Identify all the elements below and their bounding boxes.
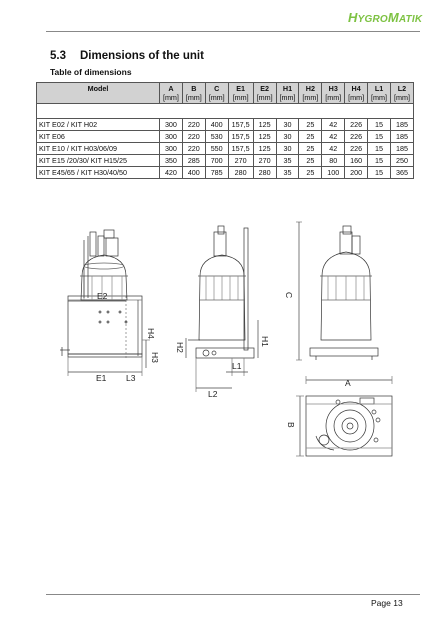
value-cell: 250 <box>390 155 413 167</box>
label-e2: E2 <box>97 291 108 301</box>
value-cell: 157,5 <box>228 143 253 155</box>
value-cell: 125 <box>253 131 276 143</box>
value-cell: 550 <box>205 143 228 155</box>
value-cell: 25 <box>299 119 322 131</box>
value-cell: 80 <box>322 155 345 167</box>
value-cell: 280 <box>228 167 253 179</box>
label-h4: H4 <box>146 328 156 339</box>
model-cell: KIT E15 /20/30/ KIT H15/25 <box>37 155 160 167</box>
value-cell: 157,5 <box>228 131 253 143</box>
value-cell: 160 <box>345 155 368 167</box>
section-title: Dimensions of the unit <box>80 50 204 62</box>
value-cell: 220 <box>182 131 205 143</box>
model-cell: KIT E02 / KIT H02 <box>37 119 160 131</box>
value-cell: 280 <box>253 167 276 179</box>
label-l3: L3 <box>126 373 136 383</box>
value-cell: 30 <box>276 143 299 155</box>
col-header-h3: H3 [mm] <box>322 83 345 104</box>
value-cell: 300 <box>160 143 183 155</box>
value-cell: 270 <box>253 155 276 167</box>
value-cell: 30 <box>276 131 299 143</box>
section-number: 5.3 <box>50 50 66 62</box>
label-a: A <box>345 378 351 388</box>
value-cell: 300 <box>160 131 183 143</box>
col-header-h2: H2 [mm] <box>299 83 322 104</box>
col-header-h4: H4 [mm] <box>345 83 368 104</box>
value-cell: 35 <box>276 167 299 179</box>
value-cell: 226 <box>345 119 368 131</box>
col-header-model: Model <box>37 83 160 104</box>
col-header-l1: L1 [mm] <box>368 83 391 104</box>
value-cell: 25 <box>299 167 322 179</box>
label-h1: H1 <box>260 336 270 347</box>
col-header-e2: E2 [mm] <box>253 83 276 104</box>
label-c: C <box>284 292 294 299</box>
label-e1: E1 <box>96 373 107 383</box>
value-cell: 400 <box>182 167 205 179</box>
value-cell: 25 <box>299 131 322 143</box>
value-cell: 226 <box>345 131 368 143</box>
side-view-drawing <box>186 226 258 392</box>
back-view-drawing <box>296 222 392 384</box>
col-header-a: A [mm] <box>160 83 183 104</box>
value-cell: 42 <box>322 119 345 131</box>
value-cell: 300 <box>160 119 183 131</box>
col-header-c: C [mm] <box>205 83 228 104</box>
value-cell: 185 <box>390 119 413 131</box>
model-cell: KIT E45/65 / KIT H30/40/50 <box>37 167 160 179</box>
value-cell: 400 <box>205 119 228 131</box>
value-cell: 157,5 <box>228 119 253 131</box>
value-cell: 30 <box>276 119 299 131</box>
value-cell: 125 <box>253 119 276 131</box>
front-view-drawing <box>60 230 150 376</box>
value-cell: 200 <box>345 167 368 179</box>
value-cell: 15 <box>368 155 391 167</box>
value-cell: 15 <box>368 131 391 143</box>
col-header-h1: H1 [mm] <box>276 83 299 104</box>
value-cell: 25 <box>299 143 322 155</box>
value-cell: 25 <box>299 155 322 167</box>
model-cell: KIT E10 / KIT H03/06/09 <box>37 143 160 155</box>
label-h2: H2 <box>175 342 185 353</box>
value-cell: 530 <box>205 131 228 143</box>
value-cell: 270 <box>228 155 253 167</box>
label-l1: L1 <box>232 361 242 371</box>
value-cell: 42 <box>322 131 345 143</box>
value-cell: 185 <box>390 143 413 155</box>
value-cell: 350 <box>160 155 183 167</box>
table-title: Table of dimensions <box>50 67 132 77</box>
col-header-e1: E1 [mm] <box>228 83 253 104</box>
col-header-b: B [mm] <box>182 83 205 104</box>
value-cell: 15 <box>368 167 391 179</box>
value-cell: 226 <box>345 143 368 155</box>
value-cell: 220 <box>182 119 205 131</box>
hygromatik-logo: HYGROMATIK <box>348 10 423 25</box>
value-cell: 785 <box>205 167 228 179</box>
value-cell: 42 <box>322 143 345 155</box>
value-cell: 100 <box>322 167 345 179</box>
value-cell: 285 <box>182 155 205 167</box>
label-b: B <box>286 422 296 428</box>
page-number: Page 13 <box>371 598 403 608</box>
label-l2: L2 <box>208 389 218 399</box>
value-cell: 365 <box>390 167 413 179</box>
footer-rule <box>46 594 420 595</box>
value-cell: 220 <box>182 143 205 155</box>
label-h3: H3 <box>150 352 160 363</box>
value-cell: 420 <box>160 167 183 179</box>
top-view-drawing <box>296 396 392 456</box>
model-cell: KIT E06 <box>37 131 160 143</box>
col-header-l2: L2 [mm] <box>390 83 413 104</box>
value-cell: 125 <box>253 143 276 155</box>
value-cell: 700 <box>205 155 228 167</box>
value-cell: 35 <box>276 155 299 167</box>
value-cell: 185 <box>390 131 413 143</box>
value-cell: 15 <box>368 119 391 131</box>
value-cell: 15 <box>368 143 391 155</box>
